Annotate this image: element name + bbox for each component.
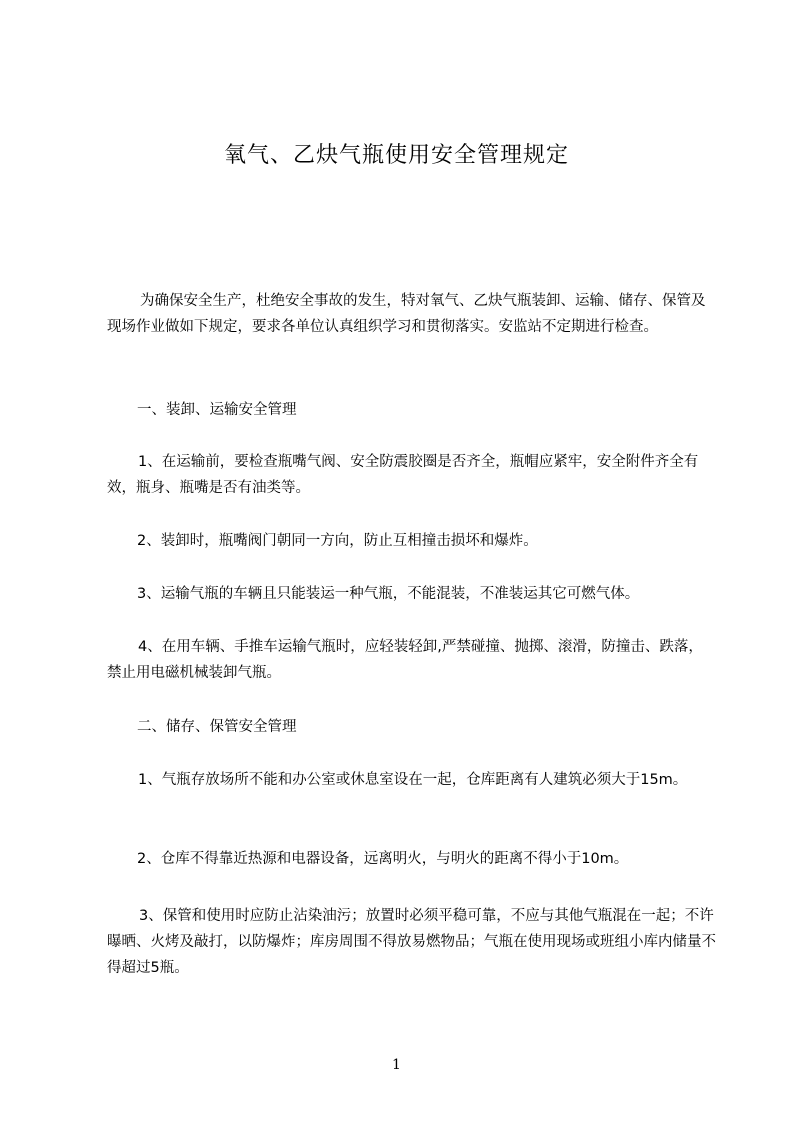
section-heading-2: 二、储存、保管安全管理 [137, 719, 297, 735]
section-1-item-4: 4、在用车辆、手推车运输气瓶时，应轻装轻卸,严禁碰撞、抛掷、滚滑，防撞击、跌落，禁止用电磁机械装卸气瓶。 [107, 639, 703, 681]
section-heading-1: 一、装卸、运输安全管理 [137, 402, 297, 418]
document-title: 氧气、乙炔气瓶使用安全管理规定 [223, 143, 569, 168]
section-2-item-1: 1、气瓶存放场所不能和办公室或休息室设在一起，仓库距离有人建筑必须大于15m。 [138, 772, 688, 788]
section-2-item-2: 2、仓库不得靠近热源和电器设备，远离明火，与明火的距离不得小于10m。 [137, 851, 629, 867]
page-number: 1 [392, 1057, 401, 1073]
section-1-item-1: 1、在运输前，要检查瓶嘴气阀、安全防震胶圈是否齐全，瓶帽应紧牢，安全附件齐全有效，瓶身、瓶嘴是否有油类等。 [107, 454, 699, 496]
intro-paragraph: 为确保安全生产，杜绝安全事故的发生，特对氧气、乙炔气瓶装卸、运输、储存、保管及现场作业做如下规定，要求各单位认真组织学习和贯彻落实。安监站不定期进行检查。 [107, 293, 706, 335]
section-2-item-3: 3、保管和使用时应防止沾染油污；放置时必须平稳可靠，不应与其他气瓶混在一起；不许曝晒、火烤及敲打，以防爆炸；库房周围不得放易燃物品；气瓶在使用现场或班组小库内储量不得超过5瓶。 [107, 908, 716, 976]
section-1-item-3: 3、运输气瓶的车辆且只能装运一种气瓶，不能混装，不准装运其它可燃气体。 [137, 586, 640, 602]
section-1-item-2: 2、装卸时，瓶嘴阀门朝同一方向，防止互相撞击损坏和爆炸。 [137, 533, 538, 549]
